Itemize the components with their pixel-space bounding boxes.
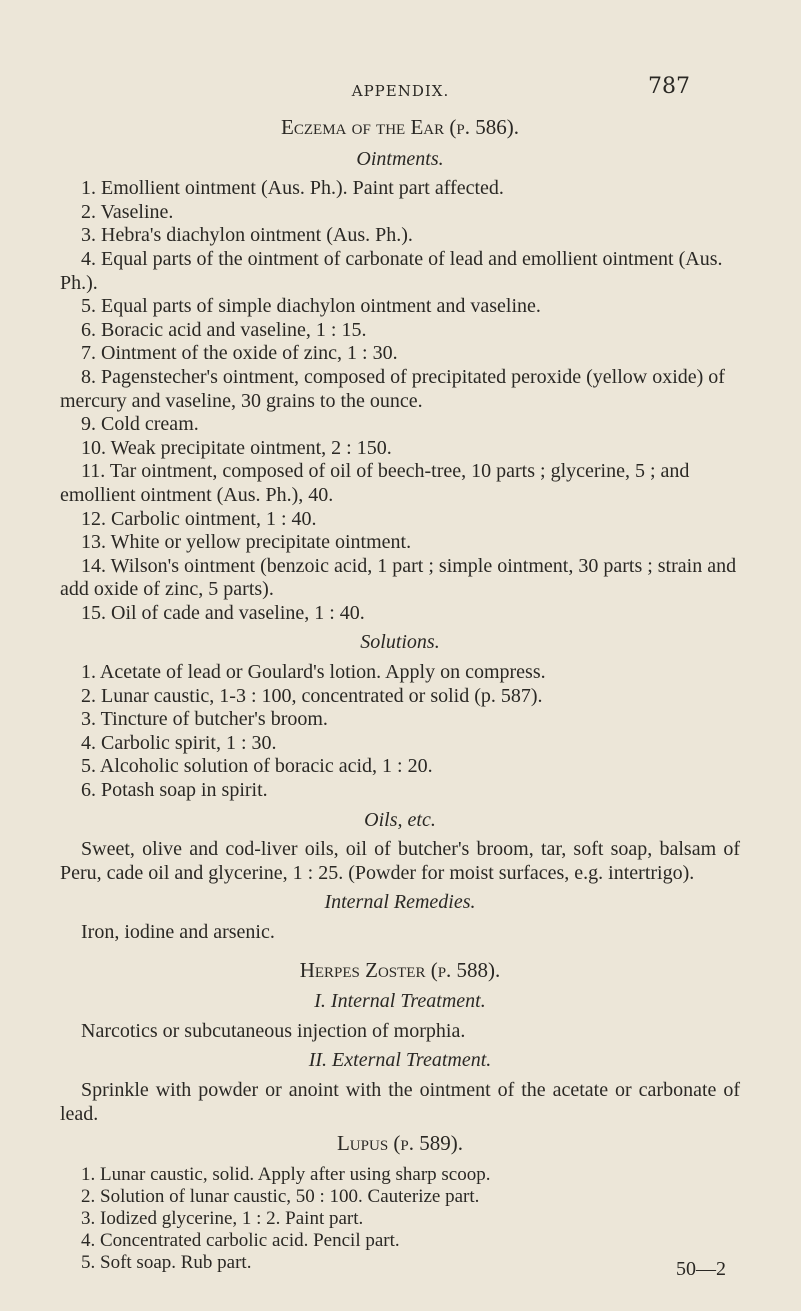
page-number: 787: [648, 74, 690, 99]
section-title-lupus: Lupus (p. 589).: [336, 1131, 463, 1156]
oils-text: Sweet, olive and cod-liver oils, oil of butcher's broom, tar, soft soap, balsam of Peru, cade oil and glycerine, 1 : 25. (Powder for moist surfaces, e.g. intertrigo).: [60, 838, 740, 884]
list-item: 2. Solution of lunar caustic, 50 : 100. Cauterize part.: [81, 1185, 480, 1207]
herpes-internal-text: Narcotics or subcutaneous injection of morphia.: [81, 1019, 466, 1042]
signature-mark: 50—2: [676, 1258, 726, 1280]
list-item: 9. Cold cream.: [81, 413, 199, 436]
list-item: 10. Weak precipitate ointment, 2 : 150.: [81, 436, 392, 459]
section-title-herpes: Herpes Zoster (p. 588).: [299, 957, 501, 982]
list-item: 13. White or yellow precipitate ointment.: [81, 531, 412, 554]
list-item: 7. Ointment of the oxide of zinc, 1 : 30.: [81, 342, 398, 365]
solutions-list: [60, 661, 740, 803]
list-item: 5. Alcoholic solution of boracic acid, 1 : 20.: [81, 755, 433, 778]
list-item: 3. Tincture of butcher's broom.: [81, 708, 328, 731]
list-item: 2. Vaseline.: [81, 200, 174, 223]
herpes-external-heading: II. External Treatment.: [308, 1049, 492, 1072]
list-item: 15. Oil of cade and vaseline, 1 : 40.: [81, 601, 365, 624]
internal-remedies-text: Iron, iodine and arsenic.: [81, 921, 275, 943]
ointments-list: [60, 177, 740, 625]
section-title-ear: Eczema of the Ear (p. 586).: [281, 115, 519, 139]
herpes-external-text: Sprinkle with powder or anoint with the ointment of the acetate or carbonate of lead.: [60, 1078, 740, 1125]
list-item: 6. Boracic acid and vaseline, 1 : 15.: [81, 318, 367, 341]
list-item: 8. Pagenstecher's ointment, composed of precipitated peroxide (yellow oxide) of mercury and vaseline, 30 grains to the ounce.: [60, 365, 725, 412]
list-item: 5. Soft soap. Rub part.: [81, 1251, 252, 1273]
list-item: 5. Equal parts of simple diachylon ointment and vaseline.: [81, 295, 541, 318]
internal-remedies-heading: Internal Remedies.: [324, 891, 476, 914]
list-item: 6. Potash soap in spirit.: [81, 779, 268, 802]
list-item: 4. Carbolic spirit, 1 : 30.: [81, 731, 277, 754]
solutions-heading: Solutions.: [360, 631, 440, 654]
list-item: 11. Tar ointment, composed of oil of beech-tree, 10 parts ; glycerine, 5 ; and emollient ointment (Aus. Ph.), 40.: [60, 460, 690, 506]
list-item: 2. Lunar caustic, 1-3 : 100, concentrated or solid (p. 587).: [81, 684, 543, 707]
list-item: 14. Wilson's ointment (benzoic acid, 1 part ; simple ointment, 30 parts ; strain and add oxide of zinc, 5 parts).: [60, 554, 737, 601]
list-item: 1. Lunar caustic, solid. Apply after using sharp scoop.: [81, 1163, 491, 1185]
page-content: [60, 116, 740, 1274]
lupus-list: [60, 1164, 740, 1274]
list-item: 4. Equal parts of the ointment of carbonate of lead and emollient ointment (Aus. Ph.).: [60, 247, 723, 294]
running-title: APPENDIX.: [351, 82, 450, 100]
list-item: 1. Emollient ointment (Aus. Ph.). Paint part affected.: [81, 177, 504, 200]
ointments-heading: Ointments.: [356, 147, 444, 170]
list-item: 3. Hebra's diachylon ointment (Aus. Ph.).: [81, 224, 413, 247]
list-item: 1. Acetate of lead or Goulard's lotion. Apply on compress.: [81, 661, 546, 684]
list-item: 4. Concentrated carbolic acid. Pencil part.: [81, 1229, 400, 1251]
list-item: 3. Iodized glycerine, 1 : 2. Paint part.: [81, 1207, 364, 1229]
oils-heading: Oils, etc.: [364, 808, 436, 831]
herpes-internal-heading: I. Internal Treatment.: [314, 990, 486, 1013]
list-item: 12. Carbolic ointment, 1 : 40.: [81, 507, 317, 530]
